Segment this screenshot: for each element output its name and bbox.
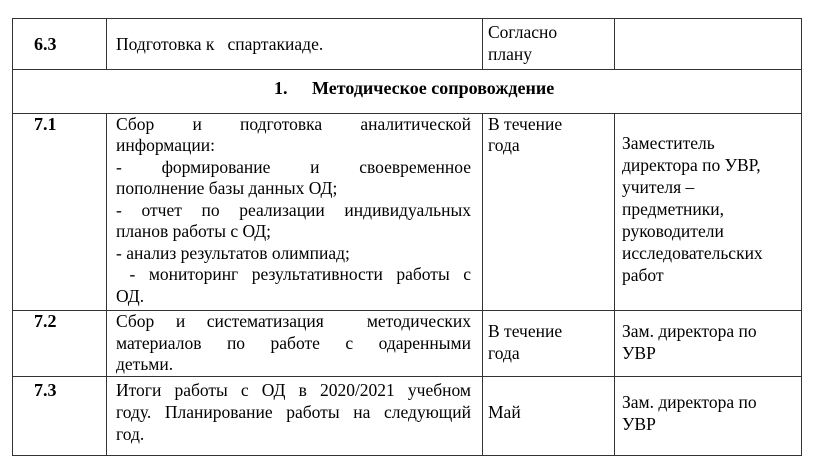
row-responsible-line: исследовательских	[622, 243, 763, 263]
row-when-line: года	[488, 343, 520, 363]
section-number: 1.	[274, 78, 288, 98]
row-responsible-line: предметники,	[622, 199, 725, 219]
row-description-line: планов работы с ОД;	[116, 221, 272, 241]
row-when-line: года	[488, 135, 520, 155]
row-when-line: В течение	[488, 114, 563, 134]
row-description-line: информации:	[116, 135, 215, 155]
row-when-line: В течение	[488, 321, 563, 341]
row-responsible-line: работ	[622, 265, 664, 285]
row-6-3-num-cell	[12, 18, 107, 70]
row-description-line: - формирование и своевременное	[116, 157, 471, 177]
row-7-2-num-cell	[12, 310, 107, 377]
section-title: Методическое сопровождение	[312, 78, 555, 98]
row-when-line: Май	[488, 402, 521, 422]
row-when-line: Согласно	[488, 22, 558, 42]
row-number: 7.3	[34, 380, 57, 400]
row-description-line: год.	[116, 424, 145, 444]
row-description: Подготовка к спартакиаде.	[116, 34, 324, 54]
row-responsible-line: УВР	[622, 414, 656, 434]
row-when-line: плану	[488, 44, 532, 64]
row-responsible-line: руководители	[622, 221, 724, 241]
row-number: 6.3	[34, 34, 57, 54]
row-description-line: пополнение базы данных ОД;	[116, 178, 338, 198]
row-responsible-line: Заместитель	[622, 133, 715, 153]
row-responsible-line: директора по УВР,	[622, 155, 761, 175]
row-description-line: детьми.	[116, 354, 174, 374]
row-7-1-num-cell	[12, 113, 107, 311]
row-description-line: Сбор и систематизация методических	[116, 311, 471, 331]
row-description-line: - анализ результатов олимпиад;	[116, 243, 350, 263]
row-description-line: - мониторинг результативности работы с	[116, 264, 471, 284]
row-description-line: Итоги работы с ОД в 2020/2021 учебном	[116, 380, 471, 400]
row-responsible-line: Зам. директора по	[622, 392, 757, 412]
row-description-line: - отчет по реализации индивидуальных	[116, 200, 471, 220]
row-responsible-line: учителя –	[622, 177, 695, 197]
row-description-line: Сбор и подготовка аналитической	[116, 114, 471, 134]
row-7-3-num-cell	[12, 376, 107, 456]
row-description-line: ОД.	[116, 286, 145, 306]
row-description-line: материалов по работе с одаренными	[116, 333, 471, 353]
row-responsible-line: УВР	[622, 343, 656, 363]
row-number: 7.2	[34, 311, 57, 331]
plan-table	[12, 18, 802, 458]
row-6-3-who-cell	[614, 18, 802, 70]
row-responsible-line: Зам. директора по	[622, 321, 757, 341]
row-number: 7.1	[34, 114, 57, 134]
row-description-line: году. Планирование работы на следующий	[116, 402, 471, 422]
